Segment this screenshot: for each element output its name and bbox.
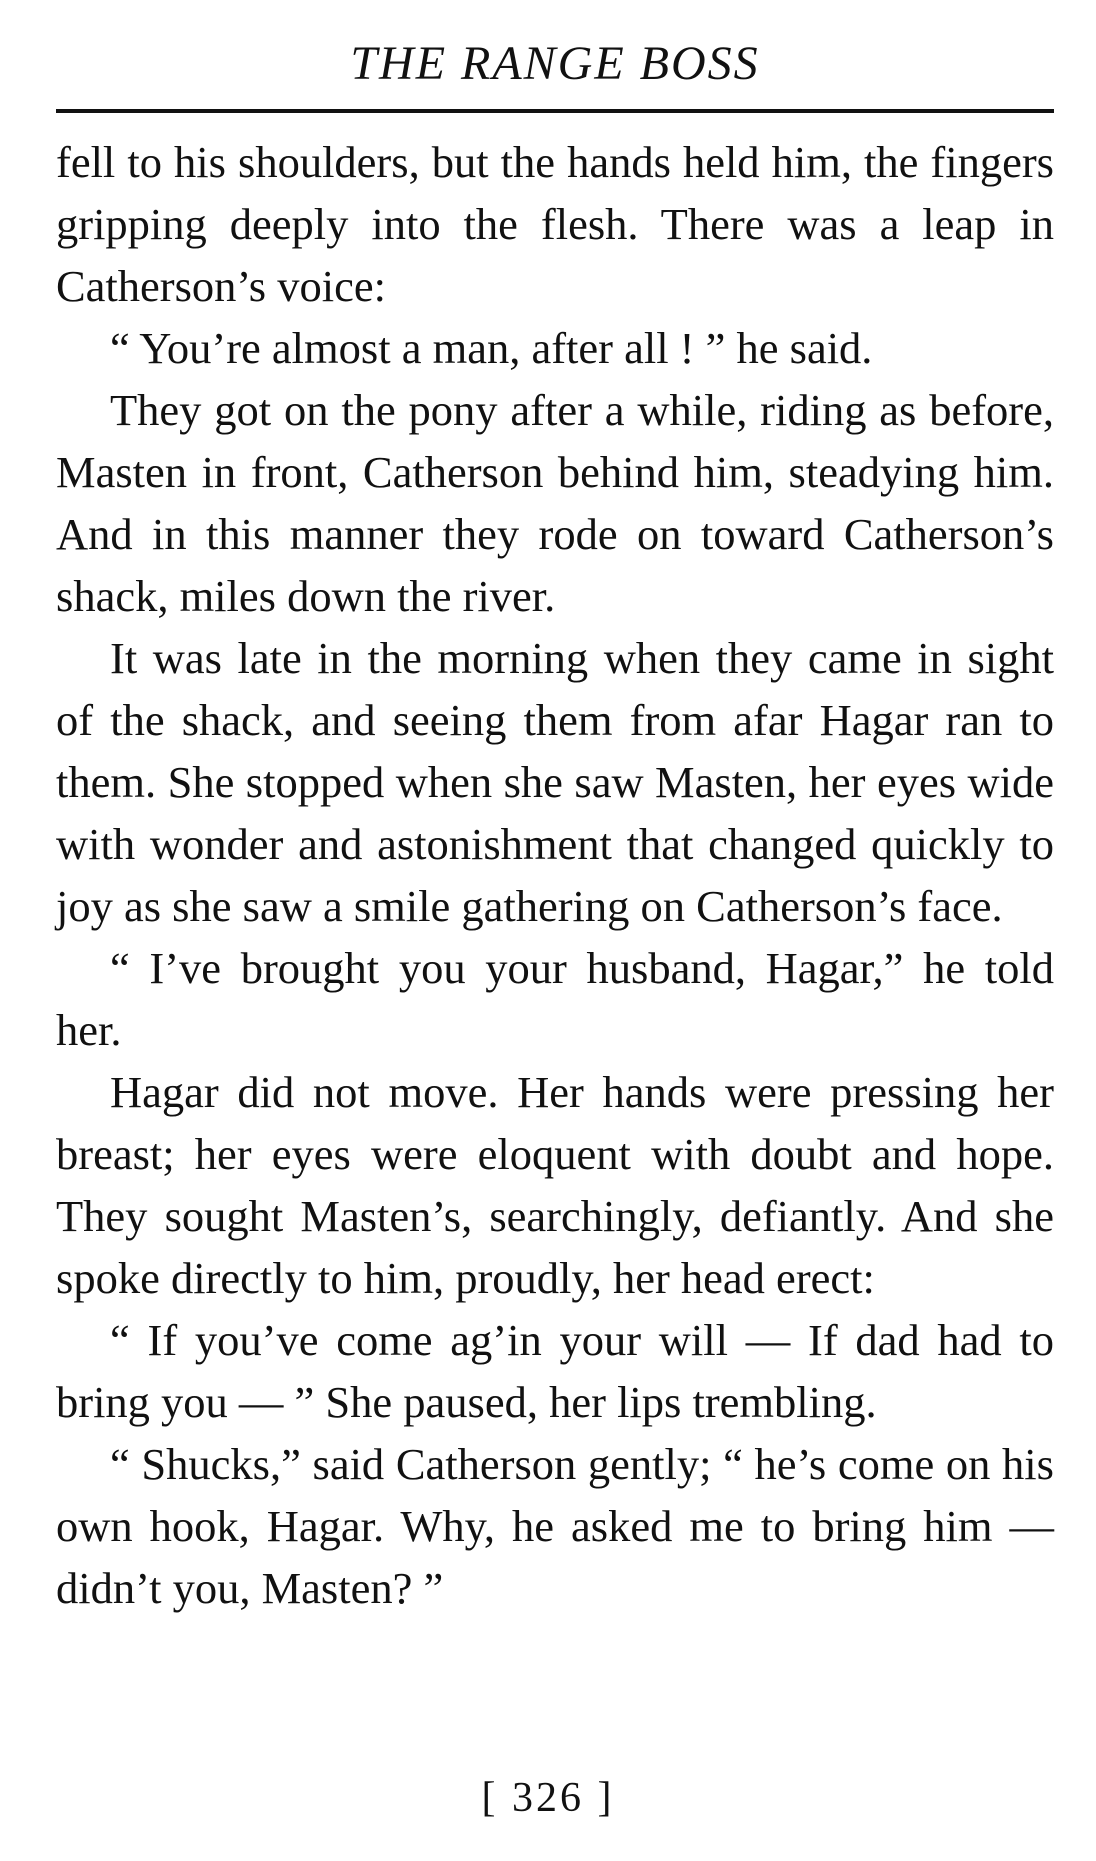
book-page xyxy=(56,38,1054,1619)
paragraph-4: It was late in the morning when they came in sight of the shack, and seeing them from afar Hagar ran to them. She stopped when she saw Masten, her eyes wide with wonder and astonishment that changed quickly to joy as she saw a smile gathering on Catherson’s face. xyxy=(56,632,1054,931)
page-number: [ 326 ] xyxy=(481,1775,615,1821)
running-head: THE RANGE BOSS xyxy=(350,37,760,90)
paragraph-8: “ Shucks,” said Catherson gently; “ he’s come on his own hook, Hagar. Why, he asked me to bring him — didn’t you, Masten? ” xyxy=(56,1438,1054,1613)
header-rule xyxy=(56,109,1054,113)
paragraph-3: They got on the pony after a while, riding as before, Masten in front, Catherson behind him, steadying him. And in this manner they rode on toward Catherson’s shack, miles down the river. xyxy=(56,384,1054,621)
paragraph-7: “ If you’ve come ag’in your will — If dad had to bring you — ” She paused, her lips trembling. xyxy=(56,1314,1054,1427)
body-text xyxy=(56,131,1054,1619)
paragraph-1: fell to his shoulders, but the hands held him, the fingers gripping deeply into the flesh. There was a leap in Catherson’s voice: xyxy=(56,136,1054,311)
paragraph-6: Hagar did not move. Her hands were pressing her breast; her eyes were eloquent with doubt and hope. They sought Masten’s, searchingly, defiantly. And she spoke directly to him, proudly, her head erect: xyxy=(56,1066,1054,1303)
paragraph-5: “ I’ve brought you your husband, Hagar,” he told her. xyxy=(56,942,1054,1055)
paragraph-2: “ You’re almost a man, after all ! ” he said. xyxy=(110,322,873,373)
